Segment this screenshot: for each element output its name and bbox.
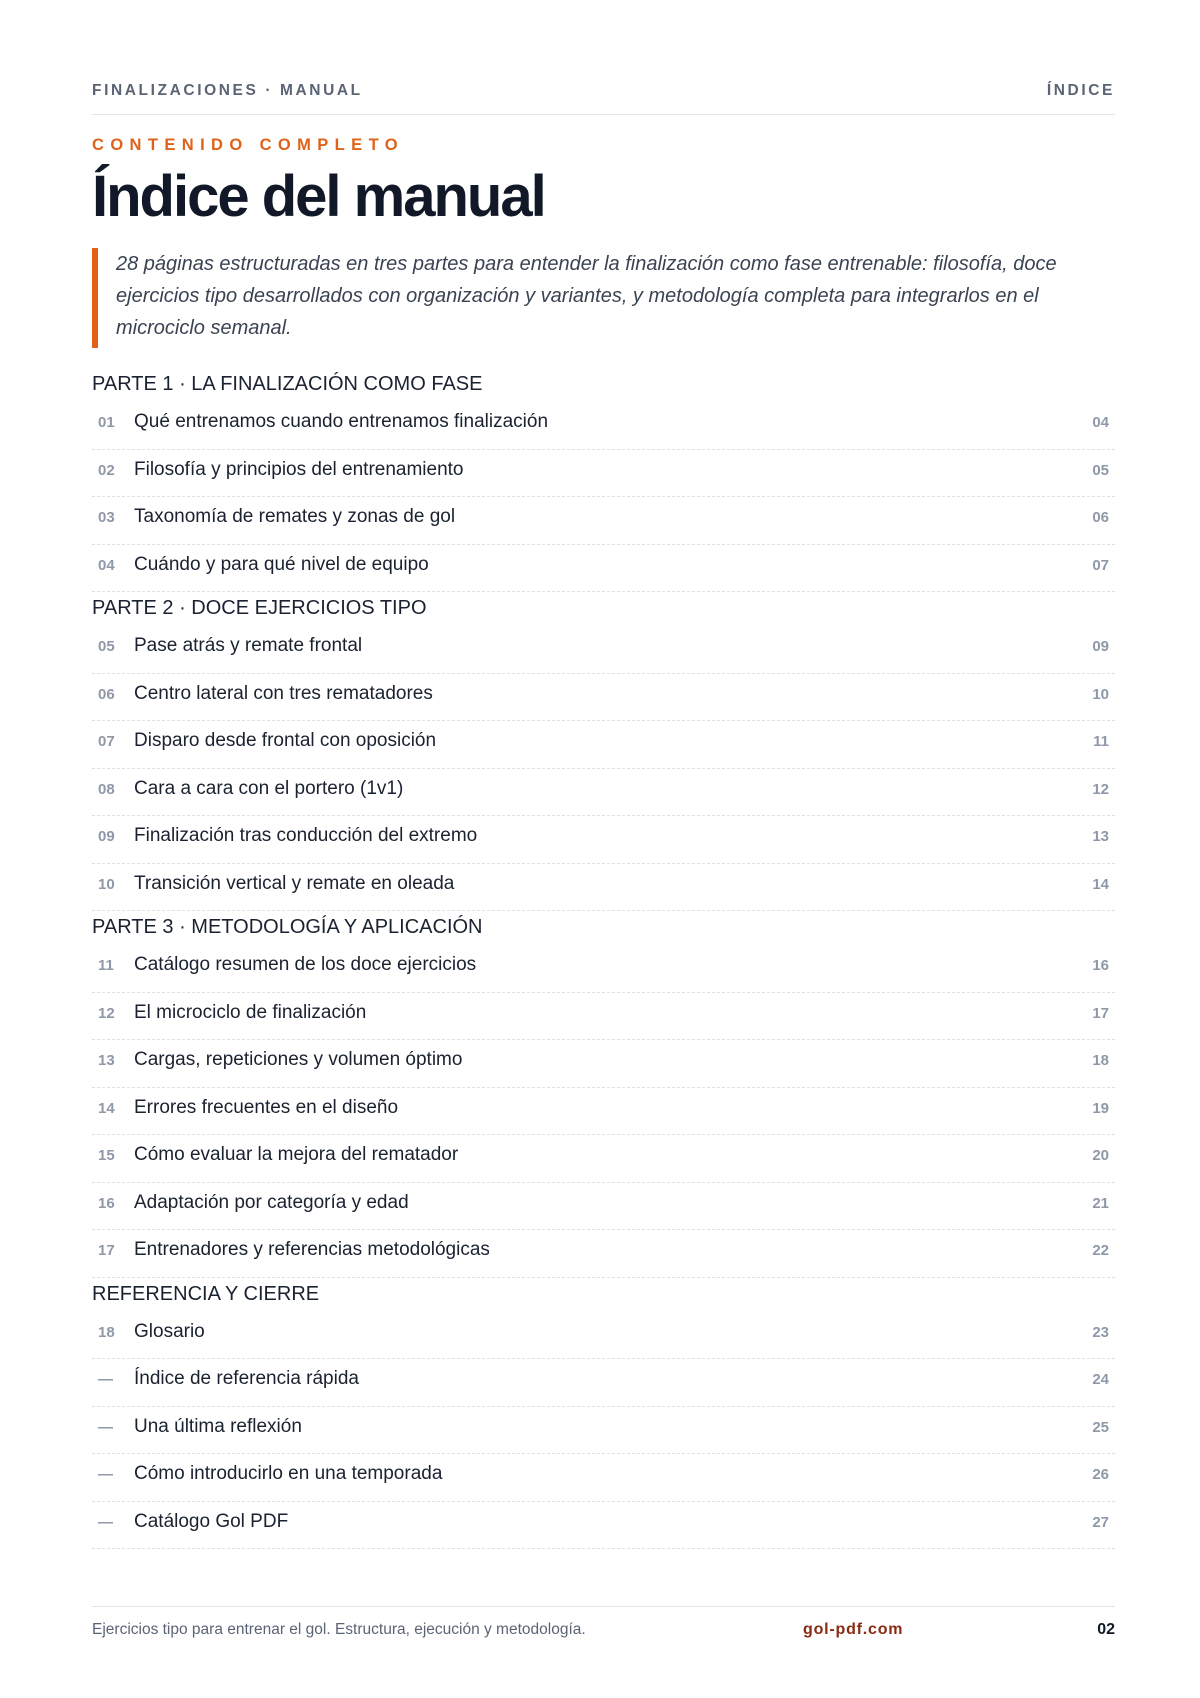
toc-entry-number: 02 (98, 461, 115, 479)
toc-entry-page: 19 (1092, 1099, 1109, 1117)
toc-section-heading: PARTE 3 · METODOLOGÍA Y APLICACIÓN (92, 916, 483, 938)
toc-section-heading: PARTE 1 · LA FINALIZACIÓN COMO FASE (92, 373, 483, 395)
toc-entry-number: 17 (98, 1242, 115, 1259)
toc-entry-page: 23 (1092, 1323, 1109, 1341)
toc-entry-number: 11 (98, 957, 114, 974)
footer-site-link[interactable]: gol-pdf.com (803, 1621, 904, 1638)
toc-entry[interactable] (92, 816, 1115, 864)
toc-entry-page: 09 (1092, 638, 1109, 655)
toc-entry[interactable] (92, 1502, 1115, 1550)
toc-entry-number: — (98, 1466, 113, 1483)
toc-entry[interactable] (92, 864, 1115, 912)
eyebrow-label: CONTENIDO COMPLETO (92, 136, 404, 154)
toc-entry[interactable] (92, 1454, 1115, 1502)
toc-entry-page: 06 (1092, 509, 1109, 526)
toc-entry[interactable] (92, 545, 1115, 593)
toc-entry[interactable] (92, 402, 1115, 450)
toc-entry-page: 16 (1092, 957, 1109, 974)
toc-entry-label: El microciclo de finalización (134, 1001, 367, 1023)
running-header (92, 82, 1115, 115)
toc-entry-label: Transición vertical y remate en oleada (134, 872, 455, 894)
toc-entry-label: Cómo evaluar la mejora del rematador (134, 1144, 459, 1165)
toc-entry-label: Qué entrenamos cuando entrenamos finalización (134, 411, 549, 432)
toc-entry-number: 05 (98, 638, 115, 655)
toc-entry[interactable] (92, 674, 1115, 722)
toc-entry-number: 18 (98, 1323, 115, 1341)
page-number: 02 (1097, 1621, 1115, 1638)
toc-section-heading: PARTE 2 · DOCE EJERCICIOS TIPO (92, 597, 427, 619)
toc-entry-number: — (98, 1513, 113, 1531)
toc-entry-label: Cuándo y para qué nivel de equipo (134, 553, 429, 575)
toc-entry-label: Centro lateral con tres rematadores (134, 682, 433, 704)
header-chapter-label: ÍNDICE (1046, 82, 1115, 99)
toc-section-heading: REFERENCIA Y CIERRE (92, 1282, 320, 1305)
header-section-label: FINALIZACIONES · MANUAL (92, 82, 363, 99)
toc-entry-page: 22 (1092, 1242, 1109, 1259)
toc-entry-label: Índice de referencia rápida (134, 1368, 359, 1389)
toc-entry[interactable] (92, 945, 1115, 993)
toc-entry[interactable] (92, 1407, 1115, 1455)
toc-entry-page: 14 (1092, 875, 1109, 893)
toc-entry[interactable] (92, 1183, 1115, 1231)
toc-entry-number: 03 (98, 509, 115, 526)
toc-entry-label: Cara a cara con el portero (1v1) (134, 777, 404, 799)
toc-entry-label: Catálogo Gol PDF (134, 1510, 289, 1532)
toc-entry-label: Pase atrás y remate frontal (134, 635, 363, 656)
toc-entry-page: 25 (1092, 1418, 1109, 1436)
toc-entry-number: — (98, 1418, 113, 1436)
toc-entry-number: 13 (98, 1052, 115, 1069)
toc-entry[interactable] (92, 769, 1115, 817)
toc-entry-label: Filosofía y principios del entrenamiento (134, 458, 464, 480)
page-footer (92, 1606, 1115, 1647)
footer-tagline: Ejercicios tipo para entrenar el gol. Estructura, ejecución y metodología. (92, 1621, 586, 1638)
toc-entry-page: 13 (1092, 828, 1109, 845)
toc-entry-label: Adaptación por categoría y edad (134, 1191, 409, 1213)
toc-entry-number: 07 (98, 733, 115, 750)
toc-entry-label: Taxonomía de remates y zonas de gol (134, 506, 456, 527)
toc-entry-label: Errores frecuentes en el diseño (134, 1096, 399, 1118)
toc-entry[interactable] (92, 1230, 1115, 1278)
toc-entry[interactable] (92, 626, 1115, 674)
toc-entry-page: 17 (1092, 1004, 1109, 1022)
document-page (92, 0, 1115, 1698)
toc-entry-number: — (98, 1371, 113, 1388)
toc-entry-page: 26 (1092, 1466, 1109, 1483)
page-title: Índice del manual (92, 164, 545, 229)
toc-entry-number: 15 (98, 1147, 115, 1164)
toc-entry-label: Glosario (134, 1320, 205, 1342)
toc-entry-label: Disparo desde frontal con oposición (134, 730, 437, 751)
toc-entry-number: 09 (98, 828, 115, 845)
toc-entry-label: Catálogo resumen de los doce ejercicios (134, 954, 477, 975)
toc-entry-page: 11 (1093, 733, 1109, 750)
toc-entry-number: 06 (98, 685, 115, 703)
toc-entry-label: Una última reflexión (134, 1415, 302, 1437)
toc-entry-number: 12 (98, 1004, 115, 1022)
toc-entry-number: 08 (98, 780, 115, 798)
toc-entry-label: Finalización tras conducción del extremo (134, 825, 478, 846)
toc-entry-page: 24 (1092, 1371, 1109, 1388)
toc-entry[interactable] (92, 1135, 1115, 1183)
toc-entry-page: 05 (1092, 461, 1109, 479)
toc-entry[interactable] (92, 1359, 1115, 1407)
toc-entry[interactable] (92, 1040, 1115, 1088)
toc-entry-page: 21 (1092, 1194, 1109, 1212)
toc-entry[interactable] (92, 450, 1115, 498)
toc-entry-page: 07 (1092, 556, 1109, 574)
toc-entry-page: 04 (1092, 414, 1109, 431)
toc-entry[interactable] (92, 497, 1115, 545)
lead-paragraph-block (92, 248, 1115, 348)
toc-entry-number: 01 (98, 414, 115, 431)
toc-entry-number: 10 (98, 875, 115, 893)
toc-entry-page: 20 (1092, 1147, 1109, 1164)
toc-entry-number: 16 (98, 1194, 115, 1212)
toc-entry[interactable] (92, 993, 1115, 1041)
lead-paragraph: 28 páginas estructuradas en tres partes para entender la finalización como fase entrenable: filosofía, doce ejercicios tipo desarrollados con organización y variantes, y metodología completa para integrarlos en el microciclo semanal. (116, 253, 1057, 339)
toc-entry-page: 10 (1092, 685, 1109, 703)
toc-entry-number: 14 (98, 1099, 115, 1117)
toc-entry-number: 04 (98, 556, 115, 574)
toc-entry-page: 18 (1092, 1052, 1109, 1069)
toc-entry[interactable] (92, 1312, 1115, 1360)
toc-entry-page: 12 (1092, 780, 1109, 798)
toc-entry-page: 27 (1092, 1513, 1109, 1531)
toc-entry-label: Entrenadores y referencias metodológicas (134, 1239, 490, 1260)
toc-entry-label: Cargas, repeticiones y volumen óptimo (134, 1049, 463, 1070)
table-of-contents (92, 368, 1115, 1549)
toc-entry-label: Cómo introducirlo en una temporada (134, 1463, 443, 1484)
toc-entry[interactable] (92, 721, 1115, 769)
toc-entry[interactable] (92, 1088, 1115, 1136)
